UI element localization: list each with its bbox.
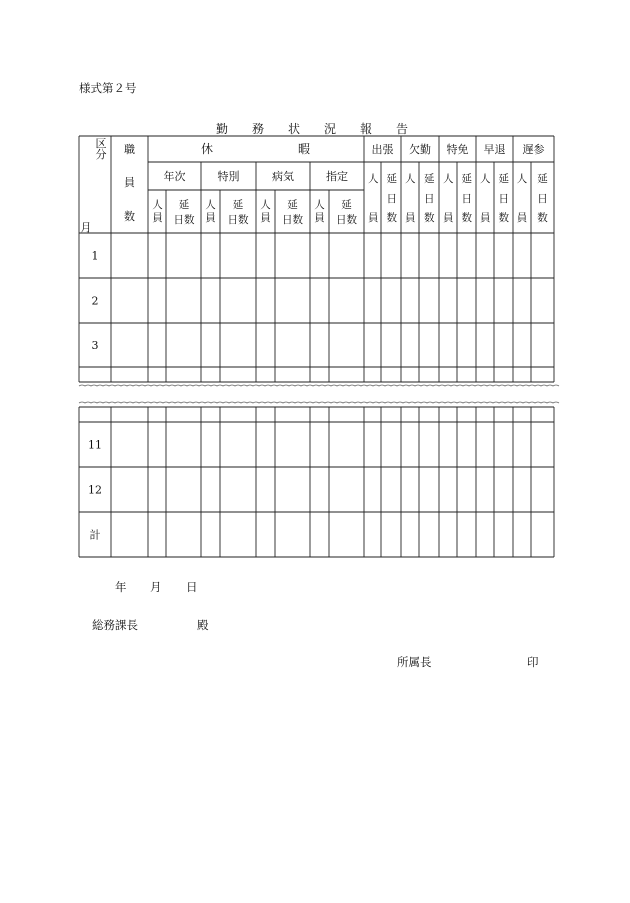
corner-label-kubun: 分	[95, 148, 107, 161]
month-label: 12	[88, 483, 102, 497]
sub-days-label: 延	[461, 173, 472, 185]
leave-header: 休	[200, 142, 214, 156]
sub-people-label: 員	[152, 212, 163, 224]
sub-days-label: 数	[386, 212, 397, 224]
month-label: 2	[91, 294, 99, 308]
sub-days-label: 延	[537, 173, 548, 185]
sub-days-label: 数	[461, 212, 472, 224]
staff-count-header: 員	[124, 176, 135, 189]
affiliation-label: 所属長	[397, 655, 432, 669]
tear-wave-top	[79, 385, 559, 386]
sub-days-label: 延	[232, 199, 244, 211]
sub-people-label: 人	[516, 173, 528, 185]
sub-people-label: 人	[443, 173, 454, 185]
other-type-3: 早退	[483, 143, 506, 156]
other-type-1: 欠勤	[409, 143, 431, 156]
sub-days-label: 延	[341, 199, 352, 211]
sub-people-label: 員	[443, 212, 454, 224]
sub-days-label: 延	[287, 199, 298, 211]
tear-wave-bottom	[79, 402, 559, 403]
corner-label-kubun: 区	[95, 137, 107, 150]
sub-people-label: 員	[368, 212, 379, 224]
sub-days-label: 日数	[282, 214, 303, 226]
other-type-0: 出張	[371, 143, 394, 156]
sub-days-label: 日	[537, 193, 548, 205]
sub-days-label: 日	[461, 193, 472, 205]
other-type-2: 特免	[446, 143, 469, 156]
leave-type-2: 病気	[272, 170, 294, 183]
recipient-title: 総務課長	[92, 618, 138, 632]
sub-days-label: 延	[178, 199, 190, 211]
sub-days-label: 延	[424, 173, 435, 185]
sub-days-label: 日数	[227, 214, 249, 226]
staff-count-header: 職	[124, 143, 135, 156]
sub-people-label: 員	[205, 212, 216, 224]
date-month-label: 月	[150, 580, 162, 594]
sub-people-label: 員	[314, 212, 325, 224]
leave-type-0: 年次	[163, 170, 186, 183]
total-label: 計	[89, 528, 101, 542]
date-year-label: 年	[115, 580, 127, 594]
sub-days-label: 日	[424, 193, 435, 205]
sub-days-label: 延	[386, 173, 397, 185]
sub-days-label: 数	[537, 212, 548, 224]
corner-label-month: 月	[80, 221, 92, 234]
month-label: 1	[91, 249, 99, 263]
sub-days-label: 延	[498, 173, 509, 185]
leave-type-1: 特別	[217, 170, 240, 183]
sub-days-label: 日	[498, 193, 509, 205]
other-type-4: 遅参	[522, 143, 545, 156]
sub-days-label: 日	[386, 193, 397, 205]
sub-people-label: 人	[205, 199, 216, 211]
sub-people-label: 人	[260, 199, 271, 211]
month-label: 11	[88, 438, 102, 452]
sub-days-label: 数	[498, 212, 509, 224]
sub-people-label: 員	[480, 212, 491, 224]
sub-people-label: 人	[405, 173, 416, 185]
seal-mark: 印	[527, 655, 539, 669]
form-number: 様式第２号	[79, 81, 137, 95]
sub-days-label: 日数	[173, 214, 195, 226]
sub-people-label: 員	[260, 212, 271, 224]
date-day-label: 日	[186, 580, 198, 594]
leave-header: 暇	[297, 142, 311, 156]
sub-days-label: 日数	[336, 214, 357, 226]
sub-people-label: 員	[405, 212, 416, 224]
form-title: 勤 務 状 況 報 告	[215, 122, 414, 136]
month-label: 3	[91, 339, 99, 352]
recipient-honorific: 殿	[197, 618, 209, 632]
sub-people-label: 員	[516, 212, 528, 224]
sub-people-label: 人	[314, 199, 325, 211]
sub-days-label: 数	[424, 212, 435, 224]
sub-people-label: 人	[152, 199, 163, 211]
staff-count-header: 数	[124, 210, 135, 223]
leave-type-3: 指定	[326, 170, 348, 183]
sub-people-label: 人	[368, 173, 379, 185]
sub-people-label: 人	[480, 173, 491, 185]
